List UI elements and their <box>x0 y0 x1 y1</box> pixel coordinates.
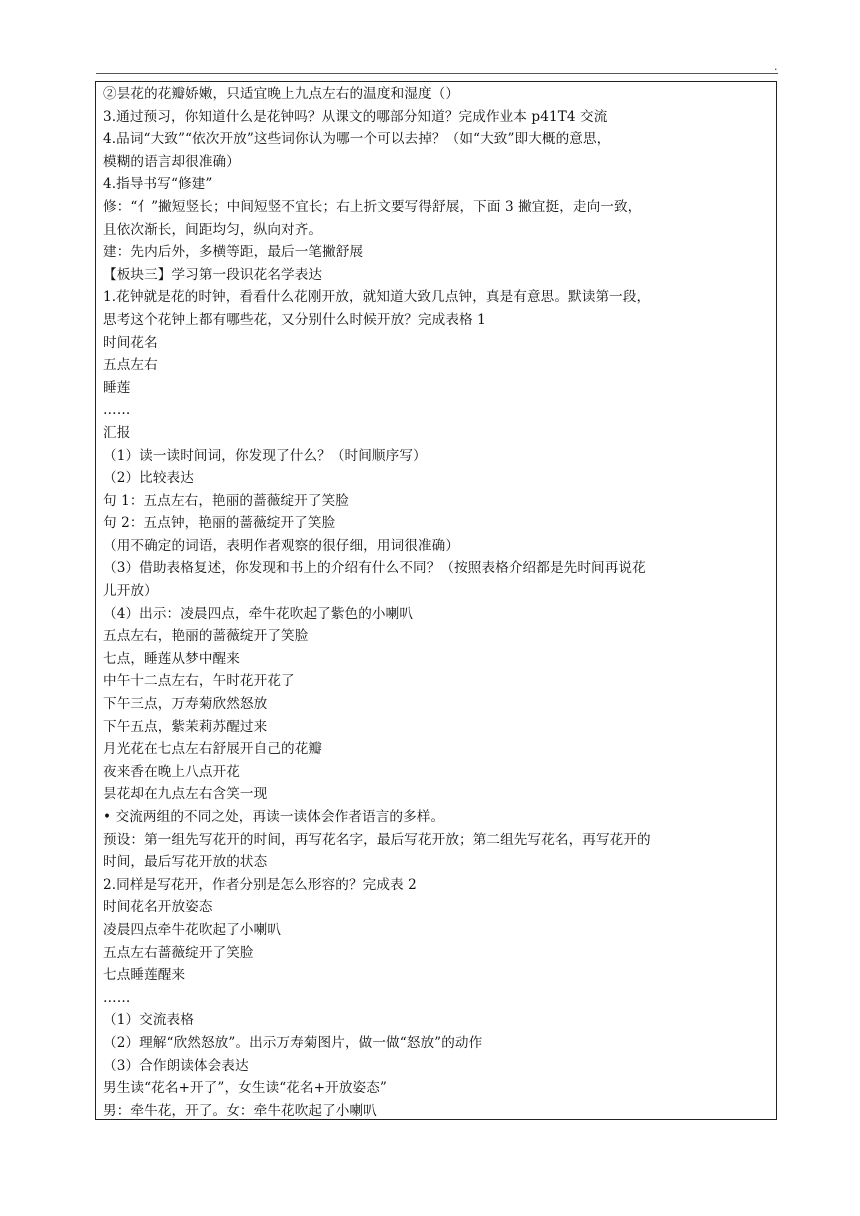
text-line: （2）理解“欣然怒放”。出示万寿菊图片，做一做“怒放”的动作 <box>103 1034 483 1051</box>
text-line: …… <box>103 402 131 419</box>
text-line: 且依次渐长，间距均匀，纵向对齐。 <box>103 221 323 238</box>
text-line: 【板块三】学习第一段识花名学表达 <box>103 266 323 283</box>
text-line: • 交流两组的不同之处，再读一读体会作者语言的多样。 <box>103 809 445 825</box>
document-content <box>103 83 772 1120</box>
text-line: 男：牵牛花，开了。女：牵牛花吹起了小喇叭 <box>103 1102 377 1119</box>
text-line: 男生读“花名+开了”，女生读“花名+开放姿态” <box>103 1080 387 1097</box>
text-line: 思考这个花钟上都有哪些花，又分别什么时候开放？完成表格 1 <box>103 311 486 328</box>
text-line: （2）比较表达 <box>103 470 194 487</box>
text-line: 4.指导书写“修建” <box>103 176 213 193</box>
text-line: 五点左右 <box>103 357 158 374</box>
text-line: 夜来香在晚上八点开花 <box>103 763 240 780</box>
text-line: 句 1：五点左右，艳丽的蔷薇绽开了笑脸 <box>103 492 349 509</box>
text-line: 2.同样是写花开，作者分别是怎么形容的？完成表 2 <box>103 876 417 893</box>
header-rule <box>96 73 778 74</box>
text-line: 凌晨四点牵牛花吹起了小喇叭 <box>103 921 282 938</box>
text-line: 模糊的语言却很准确） <box>103 153 240 170</box>
text-line: （1）读一读时间词，你发现了什么？（时间顺序写） <box>103 447 427 464</box>
text-line: ②昙花的花瓣娇嫩，只适宜晚上九点左右的温度和湿度（） <box>103 86 460 102</box>
text-line: 时间，最后写花开放的状态 <box>103 854 268 871</box>
text-line: 月光花在七点左右舒展开自己的花瓣 <box>103 741 323 758</box>
text-line: 七点睡莲醒来 <box>103 967 186 984</box>
text-line: 建：先内后外，多横等距，最后一笔撇舒展 <box>103 244 364 261</box>
text-line: 汇报 <box>103 424 131 441</box>
text-line: 昙花却在九点左右含笑一现 <box>103 786 268 803</box>
document-frame <box>95 81 777 1120</box>
text-line: 五点左右蔷薇绽开了笑脸 <box>103 944 254 961</box>
text-line: 中午十二点左右，午时花开花了 <box>103 673 295 690</box>
text-line: 下午三点，万寿菊欣然怒放 <box>103 696 268 713</box>
text-line: 时间花名开放姿态 <box>103 899 213 916</box>
text-line: 句 2：五点钟，艳丽的蔷薇绽开了笑脸 <box>103 515 336 532</box>
text-line: （4）出示：凌晨四点，牵牛花吹起了紫色的小喇叭 <box>103 605 414 622</box>
text-line: （3）合作朗读体会表达 <box>103 1057 249 1074</box>
text-line: 4.品词“大致”“依次开放”这些词你认为哪一个可以去掉？（如“大致”即大概的意思， <box>103 131 611 148</box>
text-line: 1.花钟就是花的时钟，看看什么花刚开放，就知道大致几点钟，真是有意思。默读第一段， <box>103 289 651 306</box>
text-line: 下午五点，紫茉莉苏醒过来 <box>103 718 268 735</box>
text-line: 儿开放） <box>103 583 158 600</box>
text-line: 时间花名 <box>103 334 158 351</box>
text-line: 七点，睡莲从梦中醒来 <box>103 650 240 667</box>
text-line: （1）交流表格 <box>103 1012 194 1029</box>
text-line: …… <box>103 989 131 1006</box>
text-line: （3）借助表格复述，你发现和书上的介绍有什么不同？（按照表格介绍都是先时间再说花 <box>103 560 646 577</box>
text-line: 修：“亻”撇短竖长；中间短竖不宜长；右上折文要写得舒展，下面 3 撇宜挺，走向一致， <box>103 198 642 215</box>
text-line: 预设：第一组先写花开的时间，再写花名字，最后写花开放；第二组先写花名，再写花开的 <box>103 831 651 848</box>
text-line: 五点左右，艳丽的蔷薇绽开了笑脸 <box>103 628 309 645</box>
text-line: （用不确定的词语，表明作者观察的很仔细，用词很准确） <box>103 537 460 554</box>
text-line: 睡莲 <box>103 379 131 396</box>
text-line: 3.通过预习，你知道什么是花钟吗？从课文的哪部分知道？完成作业本 p41T4 交流 <box>103 108 608 125</box>
corner-mark: . <box>774 60 778 73</box>
